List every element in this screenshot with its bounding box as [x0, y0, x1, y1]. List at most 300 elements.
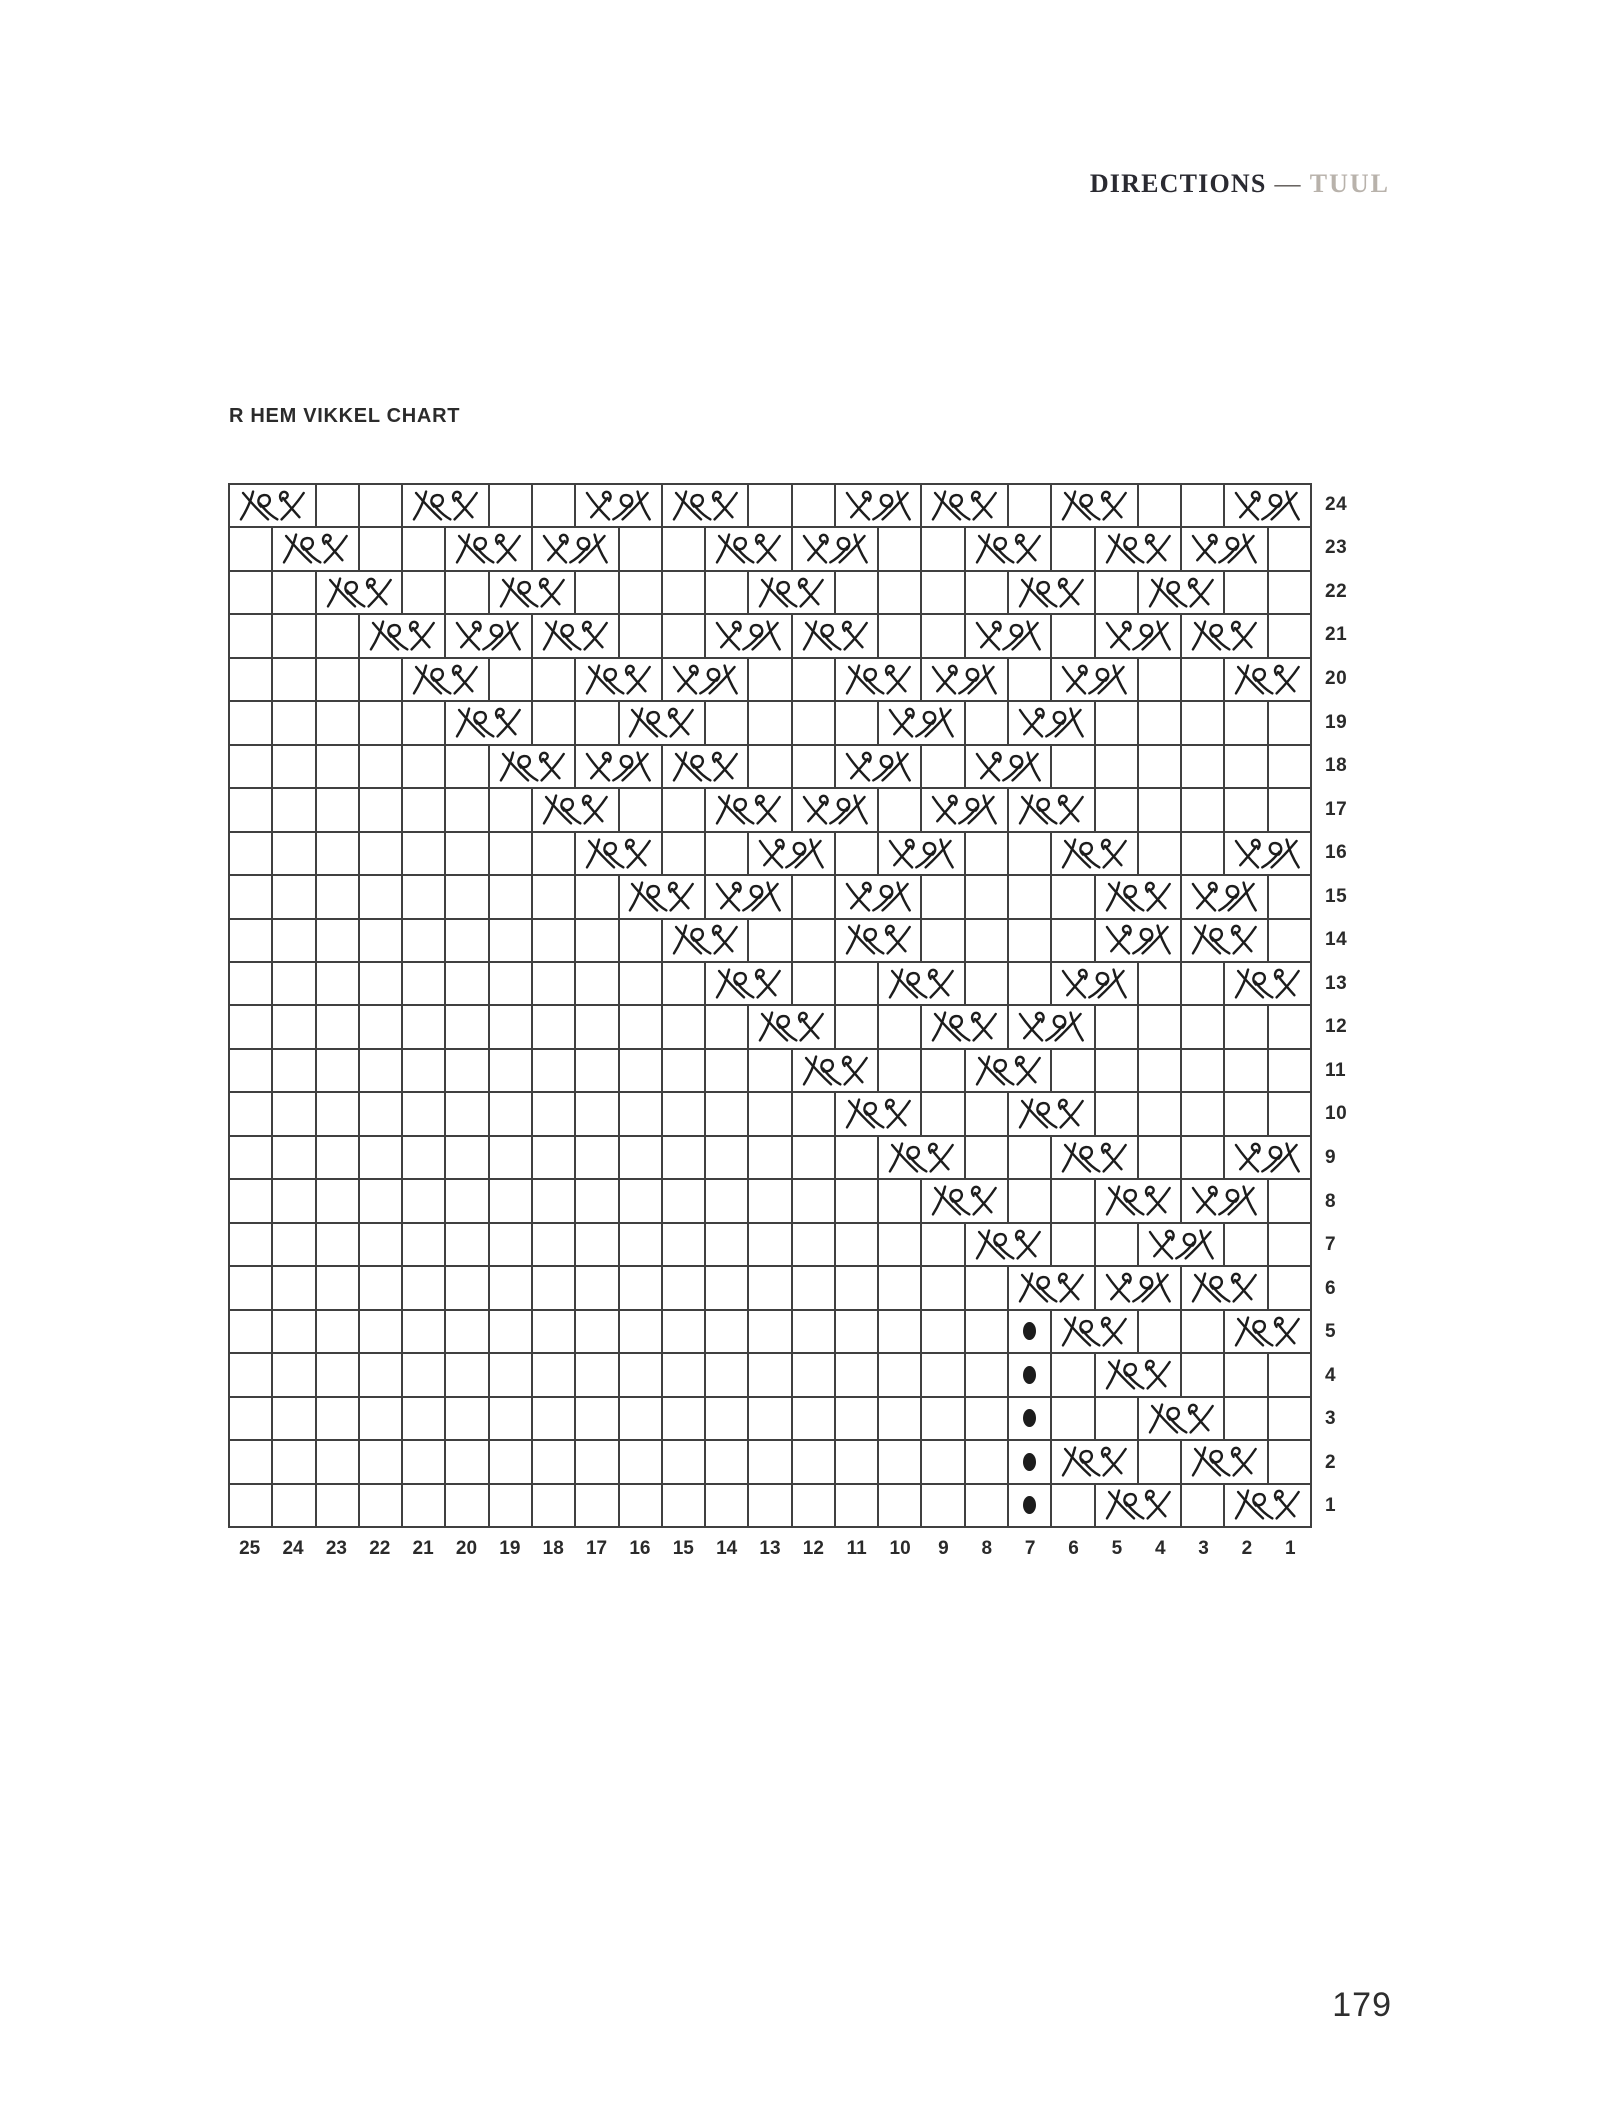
chart-cell-empty: [272, 788, 315, 831]
chart-cell-vikkel-left: [748, 832, 835, 875]
chart-cell-empty: [272, 1310, 315, 1353]
chart-cell-empty: [921, 527, 964, 570]
chart-cell-empty: [359, 832, 402, 875]
chart-cell-empty: [965, 1136, 1008, 1179]
chart-cell-empty: [792, 1440, 835, 1483]
chart-cell-vikkel-right: [445, 527, 532, 570]
chart-cell-vikkel-right: [1138, 571, 1225, 614]
chart-cell-empty: [402, 788, 445, 831]
chart-cell-empty: [1268, 1049, 1311, 1092]
vikkel-left-icon: [882, 836, 961, 872]
chart-cell-empty: [272, 614, 315, 657]
row-number-label: 1: [1325, 1495, 1337, 1517]
vikkel-left-icon: [1228, 836, 1307, 872]
chart-cell-empty: [229, 962, 272, 1005]
dot-icon: [1023, 1409, 1036, 1427]
chart-cell-empty: [835, 701, 878, 744]
chart-cell-empty: [1268, 701, 1311, 744]
chart-cell-empty: [272, 919, 315, 962]
chart-cell-empty: [1268, 1397, 1311, 1440]
chart-cell-empty: [532, 1266, 575, 1309]
chart-cell-empty: [662, 1179, 705, 1222]
chart-cell-empty: [662, 571, 705, 614]
column-number-label: 2: [1241, 1538, 1253, 1559]
chart-cell-empty: [1095, 571, 1138, 614]
chart-cell-vikkel-right: [1224, 1484, 1311, 1527]
chart-cell-vikkel-right: [1095, 527, 1182, 570]
row-number-label: 21: [1325, 624, 1348, 646]
chart-cell-empty: [662, 614, 705, 657]
vikkel-left-icon: [1099, 1270, 1178, 1306]
chart-cell-vikkel-right: [445, 701, 532, 744]
vikkel-left-icon: [1185, 1183, 1264, 1219]
chart-cell-empty: [402, 1484, 445, 1527]
chart-cell-empty: [1181, 1005, 1224, 1048]
chart-cell-empty: [272, 1397, 315, 1440]
vikkel-right-icon: [449, 531, 528, 567]
chart-cell-vikkel-left: [1051, 962, 1138, 1005]
chart-cell-vikkel-right: [705, 788, 792, 831]
chart-cell-empty: [619, 1266, 662, 1309]
chart-cell-empty: [316, 1440, 359, 1483]
vikkel-left-icon: [1012, 705, 1091, 741]
chart-cell-empty: [1051, 875, 1094, 918]
chart-cell-empty: [662, 1049, 705, 1092]
row-number-label: 11: [1325, 1059, 1347, 1081]
chart-cell-empty: [532, 919, 575, 962]
chart-cell-empty: [316, 1353, 359, 1396]
chart-cell-vikkel-right: [1181, 919, 1268, 962]
vikkel-right-icon: [1228, 662, 1307, 698]
vikkel-right-icon: [839, 922, 918, 958]
chart-cell-empty: [792, 658, 835, 701]
chart-cell-empty: [532, 832, 575, 875]
chart-cell-empty: [835, 832, 878, 875]
chart-cell-empty: [748, 1092, 791, 1135]
chart-cell-empty: [316, 745, 359, 788]
chart-cell-empty: [402, 875, 445, 918]
chart-cell-empty: [748, 1484, 791, 1527]
chart-cell-empty: [705, 1005, 748, 1048]
chart-cell-vikkel-right: [1224, 658, 1311, 701]
chart-cell-empty: [402, 1136, 445, 1179]
chart-cell-empty: [316, 1397, 359, 1440]
chart-cell-vikkel-left: [1095, 614, 1182, 657]
vikkel-left-icon: [536, 531, 615, 567]
chart-cell-vikkel-right: [1051, 1310, 1138, 1353]
chart-cell-empty: [1138, 1440, 1181, 1483]
chart-cell-empty: [532, 1484, 575, 1527]
chart-cell-empty: [748, 1397, 791, 1440]
chart-cell-empty: [835, 1136, 878, 1179]
chart-cell-empty: [1268, 1005, 1311, 1048]
column-number-label: 18: [542, 1538, 564, 1559]
chart-cell-empty: [748, 1136, 791, 1179]
vikkel-left-icon: [839, 488, 918, 524]
chart-cell-vikkel-left: [1051, 658, 1138, 701]
header-section-label: DIRECTIONS: [1089, 169, 1267, 198]
chart-cell-empty: [1051, 1223, 1094, 1266]
chart-cell-empty: [316, 1092, 359, 1135]
chart-cell-vikkel-right: [835, 658, 922, 701]
row-number-label: 4: [1325, 1364, 1337, 1386]
chart-cell-empty: [359, 484, 402, 527]
vikkel-right-icon: [1012, 792, 1091, 828]
chart-cell-empty: [272, 1440, 315, 1483]
row-number-label: 12: [1325, 1016, 1348, 1038]
chart-cell-vikkel-left: [1095, 919, 1182, 962]
chart-cell-empty: [489, 1266, 532, 1309]
row-number-label: 13: [1325, 972, 1348, 994]
chart-cell-vikkel-right: [748, 571, 835, 614]
vikkel-right-icon: [969, 1053, 1048, 1089]
chart-cell-empty: [359, 1440, 402, 1483]
chart-cell-empty: [1138, 1049, 1181, 1092]
chart-cell-empty: [1008, 962, 1051, 1005]
chart-cell-empty: [359, 701, 402, 744]
chart-cell-vikkel-left: [1181, 1179, 1268, 1222]
vikkel-left-icon: [709, 618, 788, 654]
vikkel-right-icon: [1228, 1314, 1307, 1350]
vikkel-right-icon: [449, 705, 528, 741]
chart-cell-empty: [1268, 1179, 1311, 1222]
chart-cell-empty: [316, 658, 359, 701]
chart-cell-empty: [402, 1005, 445, 1048]
chart-cell-vikkel-right: [402, 484, 489, 527]
chart-cell-empty: [792, 1092, 835, 1135]
chart-cell-empty: [1181, 1049, 1224, 1092]
chart-cell-empty: [489, 919, 532, 962]
chart-cell-empty: [272, 1049, 315, 1092]
chart-cell-empty: [619, 1397, 662, 1440]
chart-cell-vikkel-right: [1095, 1484, 1182, 1527]
vikkel-right-icon: [969, 1227, 1048, 1263]
chart-cell-empty: [1138, 832, 1181, 875]
vikkel-right-icon: [666, 749, 745, 785]
chart-cell-vikkel-right: [1051, 832, 1138, 875]
chart-cell-empty: [316, 1266, 359, 1309]
chart-cell-empty: [1224, 1005, 1267, 1048]
chart-cell-empty: [445, 1223, 488, 1266]
chart-cell-empty: [359, 527, 402, 570]
chart-cell-empty: [445, 788, 488, 831]
chart-cell-vikkel-right: [1051, 1136, 1138, 1179]
chart-cell-empty: [359, 919, 402, 962]
vikkel-right-icon: [579, 662, 658, 698]
chart-cell-empty: [445, 745, 488, 788]
row-number-label: 6: [1325, 1277, 1337, 1299]
chart-cell-empty: [489, 832, 532, 875]
vikkel-left-icon: [709, 879, 788, 915]
chart-cell-empty: [662, 1005, 705, 1048]
chart-cell-empty: [316, 614, 359, 657]
row-number-label: 24: [1325, 493, 1348, 515]
chart-cell-vikkel-right: [1095, 1353, 1182, 1396]
chart-cell-empty: [1138, 745, 1181, 788]
column-number-label: 6: [1068, 1538, 1079, 1559]
chart-cell-empty: [878, 788, 921, 831]
chart-cell-empty: [316, 832, 359, 875]
chart-cell-vikkel-right: [1181, 1440, 1268, 1483]
chart-cell-empty: [1051, 1397, 1094, 1440]
chart-cell-empty: [705, 701, 748, 744]
chart-cell-empty: [229, 1005, 272, 1048]
chart-cell-empty: [705, 1223, 748, 1266]
chart-cell-vikkel-left: [792, 527, 879, 570]
chart-cell-empty: [316, 1223, 359, 1266]
chart-cell-empty: [359, 658, 402, 701]
column-number-label: 19: [499, 1538, 521, 1559]
chart-cell-empty: [921, 919, 964, 962]
chart-cell-empty: [662, 1266, 705, 1309]
chart-cell-empty: [445, 919, 488, 962]
chart-cell-empty: [1224, 788, 1267, 831]
chart-cell-empty: [229, 1484, 272, 1527]
chart-cell-empty: [792, 1179, 835, 1222]
chart-cell-vikkel-right: [1095, 875, 1182, 918]
column-number-label: 15: [672, 1538, 694, 1559]
chart-cell-empty: [316, 875, 359, 918]
chart-cell-empty: [402, 1440, 445, 1483]
chart-cell-empty: [835, 1484, 878, 1527]
chart-cell-empty: [662, 1223, 705, 1266]
chart-cell-empty: [402, 1353, 445, 1396]
chart-cell-empty: [489, 1223, 532, 1266]
chart-cell-empty: [705, 1353, 748, 1396]
chart-cell-empty: [359, 788, 402, 831]
chart-cell-empty: [532, 701, 575, 744]
chart-cell-empty: [229, 1266, 272, 1309]
chart-cell-empty: [575, 571, 618, 614]
chart-cell-empty: [1095, 745, 1138, 788]
chart-cell-empty: [792, 484, 835, 527]
header-separator: —: [1274, 169, 1302, 198]
chart-cell-empty: [359, 875, 402, 918]
chart-cell-empty: [229, 701, 272, 744]
chart-cell-empty: [575, 1266, 618, 1309]
chart-cell-empty: [619, 1049, 662, 1092]
chart-cell-empty: [1008, 1136, 1051, 1179]
vikkel-left-icon: [1012, 1009, 1091, 1045]
chart-cell-vikkel-right: [792, 1049, 879, 1092]
column-number-label: 1: [1285, 1538, 1296, 1559]
column-number-label: 8: [981, 1538, 993, 1559]
chart-cell-empty: [921, 875, 964, 918]
chart-cell-empty: [532, 1092, 575, 1135]
chart-cell-empty: [1268, 614, 1311, 657]
chart-cell-empty: [532, 962, 575, 1005]
chart-cell-empty: [229, 875, 272, 918]
chart-cell-empty: [878, 571, 921, 614]
chart-cell-empty: [575, 962, 618, 1005]
chart-cell-empty: [316, 1179, 359, 1222]
vikkel-right-icon: [1099, 879, 1178, 915]
vikkel-right-icon: [882, 1140, 961, 1176]
chart-cell-empty: [705, 1484, 748, 1527]
chart-cell-empty: [359, 1353, 402, 1396]
column-number-label: 14: [716, 1538, 738, 1559]
vikkel-left-icon: [579, 749, 658, 785]
chart-cell-vikkel-right: [402, 658, 489, 701]
chart-cell-empty: [445, 832, 488, 875]
vikkel-right-icon: [925, 1009, 1004, 1045]
vikkel-left-icon: [752, 836, 831, 872]
chart-cell-vikkel-right: [619, 701, 706, 744]
chart-cell-empty: [1008, 875, 1051, 918]
chart-cell-empty: [575, 1049, 618, 1092]
row-number-label: 15: [1325, 885, 1348, 907]
chart-cell-empty: [402, 1049, 445, 1092]
vikkel-left-icon: [1228, 488, 1307, 524]
chart-cell-empty: [1138, 1005, 1181, 1048]
vikkel-right-icon: [622, 879, 701, 915]
chart-cell-vikkel-left: [1008, 1005, 1095, 1048]
chart-cell-empty: [1051, 527, 1094, 570]
chart-cell-empty: [619, 527, 662, 570]
chart-cell-empty: [272, 1136, 315, 1179]
chart-cell-empty: [1138, 1092, 1181, 1135]
chart-cell-empty: [878, 1005, 921, 1048]
chart-cell-empty: [402, 571, 445, 614]
column-number-label: 25: [239, 1538, 261, 1559]
chart-cell-empty: [1224, 1353, 1267, 1396]
chart-cell-empty: [445, 1266, 488, 1309]
chart-cell-empty: [402, 701, 445, 744]
header-pattern-name: TUUL: [1309, 169, 1390, 198]
chart-cell-empty: [1138, 962, 1181, 1005]
chart-cell-empty: [445, 1092, 488, 1135]
chart-cell-empty: [705, 832, 748, 875]
chart-cell-vikkel-left: [532, 527, 619, 570]
row-number-label: 2: [1325, 1451, 1337, 1473]
chart-cell-vikkel-right: [965, 527, 1052, 570]
row-number-label: 20: [1325, 667, 1348, 689]
chart-cell-empty: [878, 1223, 921, 1266]
chart-cell-empty: [921, 571, 964, 614]
vikkel-right-icon: [1185, 618, 1264, 654]
chart-cell-empty: [792, 701, 835, 744]
chart-cell-vikkel-right: [1008, 788, 1095, 831]
chart-cell-vikkel-right: [316, 571, 403, 614]
chart-cell-vikkel-right: [662, 745, 749, 788]
chart-cell-empty: [921, 1310, 964, 1353]
vikkel-right-icon: [363, 618, 442, 654]
vikkel-right-icon: [1142, 1401, 1221, 1437]
chart-cell-empty: [1181, 1353, 1224, 1396]
chart-cell-empty: [705, 1266, 748, 1309]
chart-cell-empty: [229, 527, 272, 570]
chart-cell-empty: [835, 1223, 878, 1266]
chart-cell-empty: [1224, 745, 1267, 788]
chart-cell-empty: [445, 1310, 488, 1353]
chart-cell-empty: [1095, 1223, 1138, 1266]
chart-cell-vikkel-right: [1051, 1440, 1138, 1483]
chart-cell-empty: [662, 1484, 705, 1527]
chart-cell-empty: [359, 1179, 402, 1222]
chart-cell-empty: [272, 1353, 315, 1396]
chart-cell-vikkel-right: [489, 745, 576, 788]
chart-cell-vikkel-right: [835, 919, 922, 962]
column-number-label: 10: [889, 1538, 911, 1559]
chart-cell-vikkel-right: [1181, 1266, 1268, 1309]
chart-cell-empty: [402, 1397, 445, 1440]
vikkel-right-icon: [233, 488, 312, 524]
row-number-label: 5: [1325, 1321, 1337, 1343]
chart-cell-empty: [965, 1484, 1008, 1527]
vikkel-left-icon: [1142, 1227, 1221, 1263]
vikkel-right-icon: [536, 792, 615, 828]
chart-cell-empty: [489, 1049, 532, 1092]
chart-cell-empty: [532, 658, 575, 701]
chart-cell-empty: [575, 919, 618, 962]
chart-cell-empty: [272, 658, 315, 701]
chart-cell-empty: [965, 701, 1008, 744]
chart-cell-empty: [402, 527, 445, 570]
chart-cell-vikkel-left: [1224, 1136, 1311, 1179]
chart-cell-empty: [662, 1353, 705, 1396]
vikkel-right-icon: [1012, 1270, 1091, 1306]
chart-cell-empty: [316, 919, 359, 962]
chart-cell-empty: [489, 1310, 532, 1353]
chart-cell-empty: [316, 788, 359, 831]
chart-cell-empty: [1051, 1179, 1094, 1222]
chart-cell-empty: [272, 875, 315, 918]
vikkel-left-icon: [969, 618, 1048, 654]
vikkel-right-icon: [1185, 1444, 1264, 1480]
chart-cell-empty: [835, 1310, 878, 1353]
vikkel-right-icon: [709, 792, 788, 828]
chart-cell-empty: [965, 832, 1008, 875]
vikkel-right-icon: [1055, 488, 1134, 524]
chart-cell-empty: [316, 1310, 359, 1353]
chart-cell-empty: [445, 875, 488, 918]
vikkel-right-icon: [1055, 1140, 1134, 1176]
chart-cell-vikkel-right: [705, 527, 792, 570]
chart-cell-empty: [445, 962, 488, 1005]
chart-cell-empty: [619, 1223, 662, 1266]
chart-cell-empty: [705, 1440, 748, 1483]
column-number-label: 4: [1154, 1538, 1166, 1559]
chart-cell-empty: [575, 701, 618, 744]
chart-cell-empty: [359, 1484, 402, 1527]
chart-cell-empty: [835, 1266, 878, 1309]
chart-cell-empty: [965, 571, 1008, 614]
chart-cell-empty: [229, 1136, 272, 1179]
vikkel-right-icon: [839, 662, 918, 698]
chart-cell-vikkel-right: [792, 614, 879, 657]
chart-cell-empty: [792, 1310, 835, 1353]
chart-cell-empty: [402, 919, 445, 962]
chart-cell-empty: [402, 1092, 445, 1135]
chart-cell-empty: [965, 875, 1008, 918]
chart-cell-empty: [619, 1484, 662, 1527]
chart-cell-empty: [792, 875, 835, 918]
vikkel-right-icon: [882, 966, 961, 1002]
vikkel-right-icon: [493, 575, 572, 611]
chart-cell-empty: [921, 1440, 964, 1483]
chart-cell-empty: [1268, 1266, 1311, 1309]
chart-cell-empty: [1138, 658, 1181, 701]
chart-cell-empty: [619, 1179, 662, 1222]
column-number-labels: [228, 1538, 1312, 1564]
chart-cell-empty: [1008, 919, 1051, 962]
chart-cell-empty: [1138, 788, 1181, 831]
vikkel-left-icon: [839, 879, 918, 915]
chart-cell-vikkel-right: [359, 614, 446, 657]
chart-cell-empty: [229, 745, 272, 788]
chart-cell-empty: [532, 1136, 575, 1179]
vikkel-left-icon: [579, 488, 658, 524]
